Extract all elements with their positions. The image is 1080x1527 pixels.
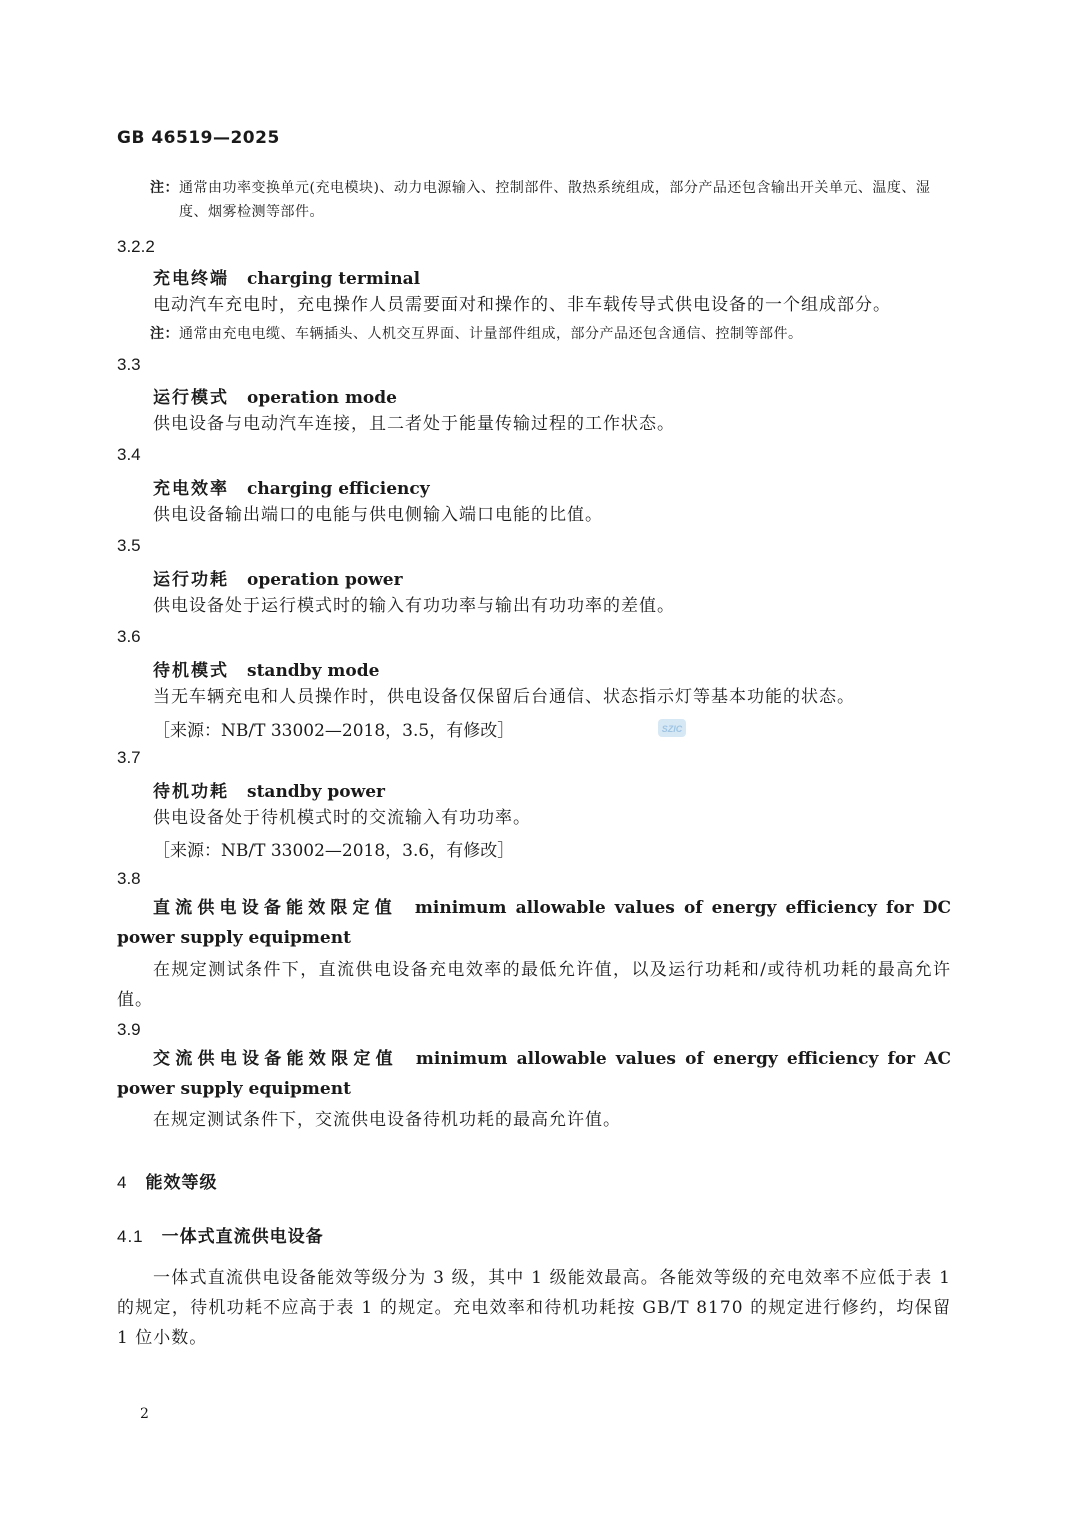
chapter-heading <box>117 1168 217 1193</box>
term-heading <box>153 656 379 681</box>
note-text: 通常由充电电缆、车辆插头、人机交互界面、计量部件组成，部分产品还包含通信、控制等部件。 <box>179 326 803 342</box>
definition: 供电设备与电动汽车连接，且二者处于能量传输过程的工作状态。 <box>153 414 675 434</box>
term-zh: 待机模式 <box>153 661 229 681</box>
term-zh: 待机功耗 <box>153 782 229 802</box>
subsection-heading <box>117 1222 324 1247</box>
term-heading-wide <box>117 893 951 953</box>
source-citation: ［来源：NB/T 33002—2018，3.5，有修改］ <box>153 721 515 741</box>
svg-text:SZIC: SZIC <box>661 724 683 734</box>
section-number: 3.7 <box>117 748 141 767</box>
definition: 在规定测试条件下，直流供电设备充电效率的最低允许值，以及运行功耗和/或待机功耗的最高允许值。 <box>117 960 951 1010</box>
term-en: operation power <box>247 570 403 590</box>
section-number: 3.3 <box>117 355 141 374</box>
standard-code: GB 46519—2025 <box>117 128 280 148</box>
term-en: operation mode <box>247 388 397 408</box>
chapter-number: 4 <box>117 1173 128 1192</box>
term-zh: 运行功耗 <box>153 570 229 590</box>
definition: 当无车辆充电和人员操作时，供电设备仅保留后台通信、状态指示灯等基本功能的状态。 <box>153 687 855 707</box>
note-label: 注： <box>150 180 179 196</box>
term-en: charging terminal <box>247 269 421 289</box>
chapter-title: 能效等级 <box>145 1173 218 1193</box>
term-en: standby power <box>247 782 386 802</box>
term-zh: 充电终端 <box>153 269 229 289</box>
paragraph: 一体式直流供电设备能效等级分为 3 级，其中 1 级能效最高。各能效等级的充电效率不应低于表 1 的规定，待机功耗不应高于表 1 的规定。充电效率和待机功耗按 GB/T 8170 的规定进行修约，均保留 1 位小数。 <box>117 1268 951 1348</box>
section-number: 3.4 <box>117 445 141 464</box>
note-label: 注： <box>150 326 179 342</box>
term-en: minimum allowable values of energy efficiency for DC power supply equipment <box>117 898 951 948</box>
note-3-2-2 <box>150 322 952 346</box>
definition: 供电设备输出端口的电能与供电侧输入端口电能的比值。 <box>153 505 603 525</box>
definition: 电动汽车充电时，充电操作人员需要面对和操作的、非车载传导式供电设备的一个组成部分。 <box>153 295 891 315</box>
term-zh: 充电效率 <box>153 479 229 499</box>
subsection-number: 4.1 <box>117 1227 144 1246</box>
term-en: standby mode <box>247 661 380 681</box>
section-number: 3.2.2 <box>117 237 155 256</box>
definition: 供电设备处于待机模式时的交流输入有功功率。 <box>153 808 531 828</box>
term-heading <box>153 474 430 499</box>
subsection-title: 一体式直流供电设备 <box>161 1227 324 1247</box>
definition: 在规定测试条件下，交流供电设备待机功耗的最高允许值。 <box>153 1110 621 1130</box>
term-zh: 直流供电设备能效限定值 <box>153 898 397 918</box>
term-heading <box>153 777 385 802</box>
term-heading <box>153 264 420 289</box>
term-zh: 运行模式 <box>153 388 229 408</box>
section-number: 3.9 <box>117 1020 141 1039</box>
note-text: 通常由功率变换单元(充电模块)、动力电源输入、控制部件、散热系统组成，部分产品还包含输出开关单元、温度、湿度、烟雾检测等部件。 <box>179 180 931 220</box>
section-number: 3.6 <box>117 627 141 646</box>
term-heading <box>153 565 403 590</box>
note-3-2-1 <box>150 176 952 224</box>
term-en: charging efficiency <box>247 479 430 499</box>
definition: 供电设备处于运行模式时的输入有功功率与输出有功功率的差值。 <box>153 596 675 616</box>
source-citation: ［来源：NB/T 33002—2018，3.6，有修改］ <box>153 841 515 861</box>
term-heading <box>153 383 397 408</box>
page-number: 2 <box>140 1406 149 1422</box>
watermark-logo-icon <box>657 717 687 739</box>
term-en: minimum allowable values of energy efficiency for AC power supply equipment <box>117 1049 952 1099</box>
section-number: 3.8 <box>117 869 141 888</box>
term-heading-wide <box>117 1044 951 1104</box>
section-number: 3.5 <box>117 536 141 555</box>
term-zh: 交流供电设备能效限定值 <box>153 1049 398 1069</box>
